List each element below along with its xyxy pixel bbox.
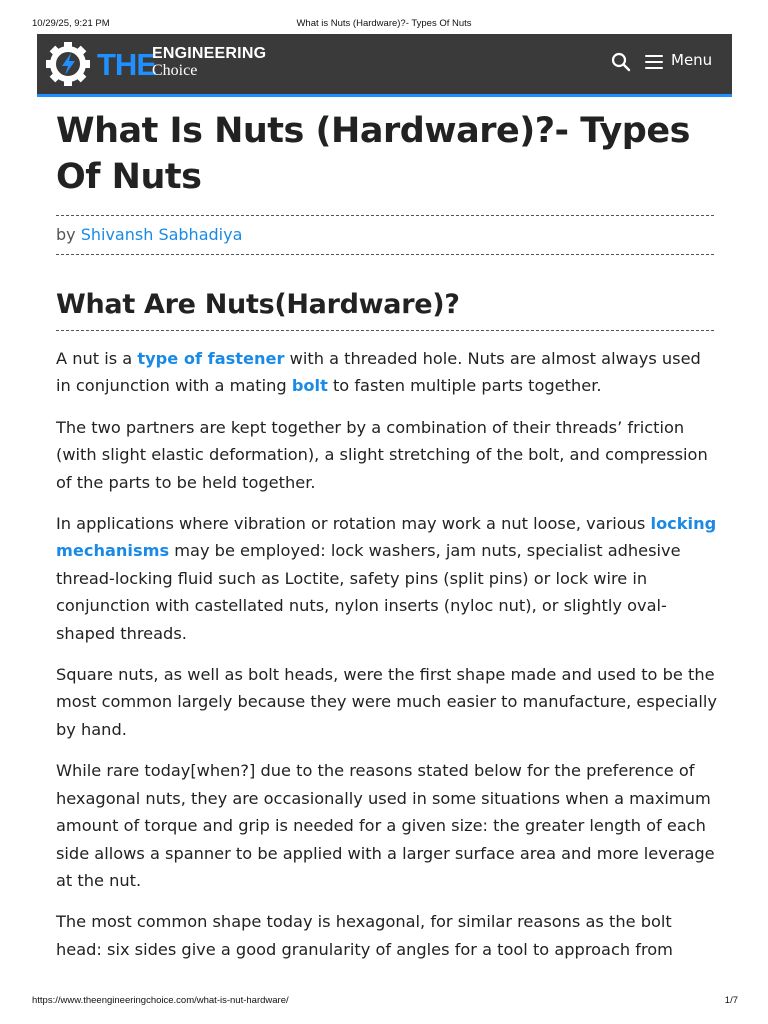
article-title: What Is Nuts (Hardware)?- Types Of Nuts bbox=[56, 111, 690, 197]
hamburger-icon bbox=[645, 55, 663, 69]
paragraph-1 bbox=[56, 345, 718, 400]
print-page-count: 1/7 bbox=[724, 995, 738, 1006]
text-span: to fasten multiple parts together. bbox=[327, 376, 602, 396]
print-footer bbox=[0, 995, 768, 1009]
site-logo[interactable] bbox=[46, 42, 267, 86]
byline-prefix: by bbox=[56, 225, 76, 244]
text-span: In applications where vibration or rotation may work a nut loose, various bbox=[56, 514, 651, 534]
print-url: https://www.theengineeringchoice.com/what-is-nut-hardware/ bbox=[32, 995, 289, 1006]
paragraph-6: The most common shape today is hexagonal, for similar reasons as the bolt head: six sides give a good granularity of angles for a tool to approach from bbox=[56, 912, 673, 959]
text-span: A nut is a bbox=[56, 349, 138, 368]
site-header bbox=[37, 34, 732, 97]
paragraph-2: The two partners are kept together by a combination of their threads’ friction (with slight elastic deformation), a slight stretching of the bolt, and compression of the parts to be held together. bbox=[56, 417, 708, 492]
logo-engineering: ENGINEERING bbox=[152, 45, 267, 62]
paragraph-5: While rare today[when?] due to the reasons stated below for the preference of hexagonal nuts, they are occasionally used in some situations when a maximum amount of torque and grip is needed for a given size: the greater length of each side allows a spanner to be applied with a larger surface area and more leverage at the nut. bbox=[56, 761, 715, 890]
byline bbox=[56, 215, 714, 255]
search-button[interactable] bbox=[611, 52, 631, 72]
print-header bbox=[0, 0, 768, 30]
text-span: with a threaded hole. Nuts are almost always used in conjunction with a mating bbox=[56, 349, 701, 396]
section-heading: What Are Nuts(Hardware)? bbox=[56, 286, 714, 331]
bolt-link[interactable]: bolt bbox=[291, 376, 328, 396]
gear-bolt-icon bbox=[46, 42, 94, 86]
logo-choice: Choice bbox=[152, 62, 198, 79]
search-icon bbox=[611, 52, 631, 72]
text-span: may be employed: lock washers, jam nuts, specialist adhesive thread-locking fluid such as Loctite, safety pins (split pins) or lock wire in conjunction with castellated nuts, nylon inserts (nyloc nut), or slightly oval-shaped threads. bbox=[56, 541, 681, 643]
paragraph-4: Square nuts, as well as bolt heads, were the first shape made and used to be the most common largely because they were much easier to manufacture, especially by hand. bbox=[56, 665, 717, 739]
locking-mechanisms-link[interactable]: locking mechanisms bbox=[56, 514, 717, 561]
menu-button[interactable] bbox=[643, 50, 723, 74]
menu-label: Menu bbox=[671, 51, 713, 69]
type-of-fastener-link[interactable]: type of fastener bbox=[137, 349, 285, 368]
author-link[interactable]: Shivansh Sabhadiya bbox=[80, 225, 243, 244]
logo-the: THE bbox=[97, 47, 156, 82]
paragraph-3 bbox=[56, 510, 718, 647]
print-datetime: 10/29/25, 9:21 PM bbox=[32, 18, 110, 29]
article bbox=[56, 108, 717, 959]
print-page-title: What is Nuts (Hardware)?- Types Of Nuts bbox=[296, 18, 472, 29]
article-body bbox=[56, 345, 718, 977]
